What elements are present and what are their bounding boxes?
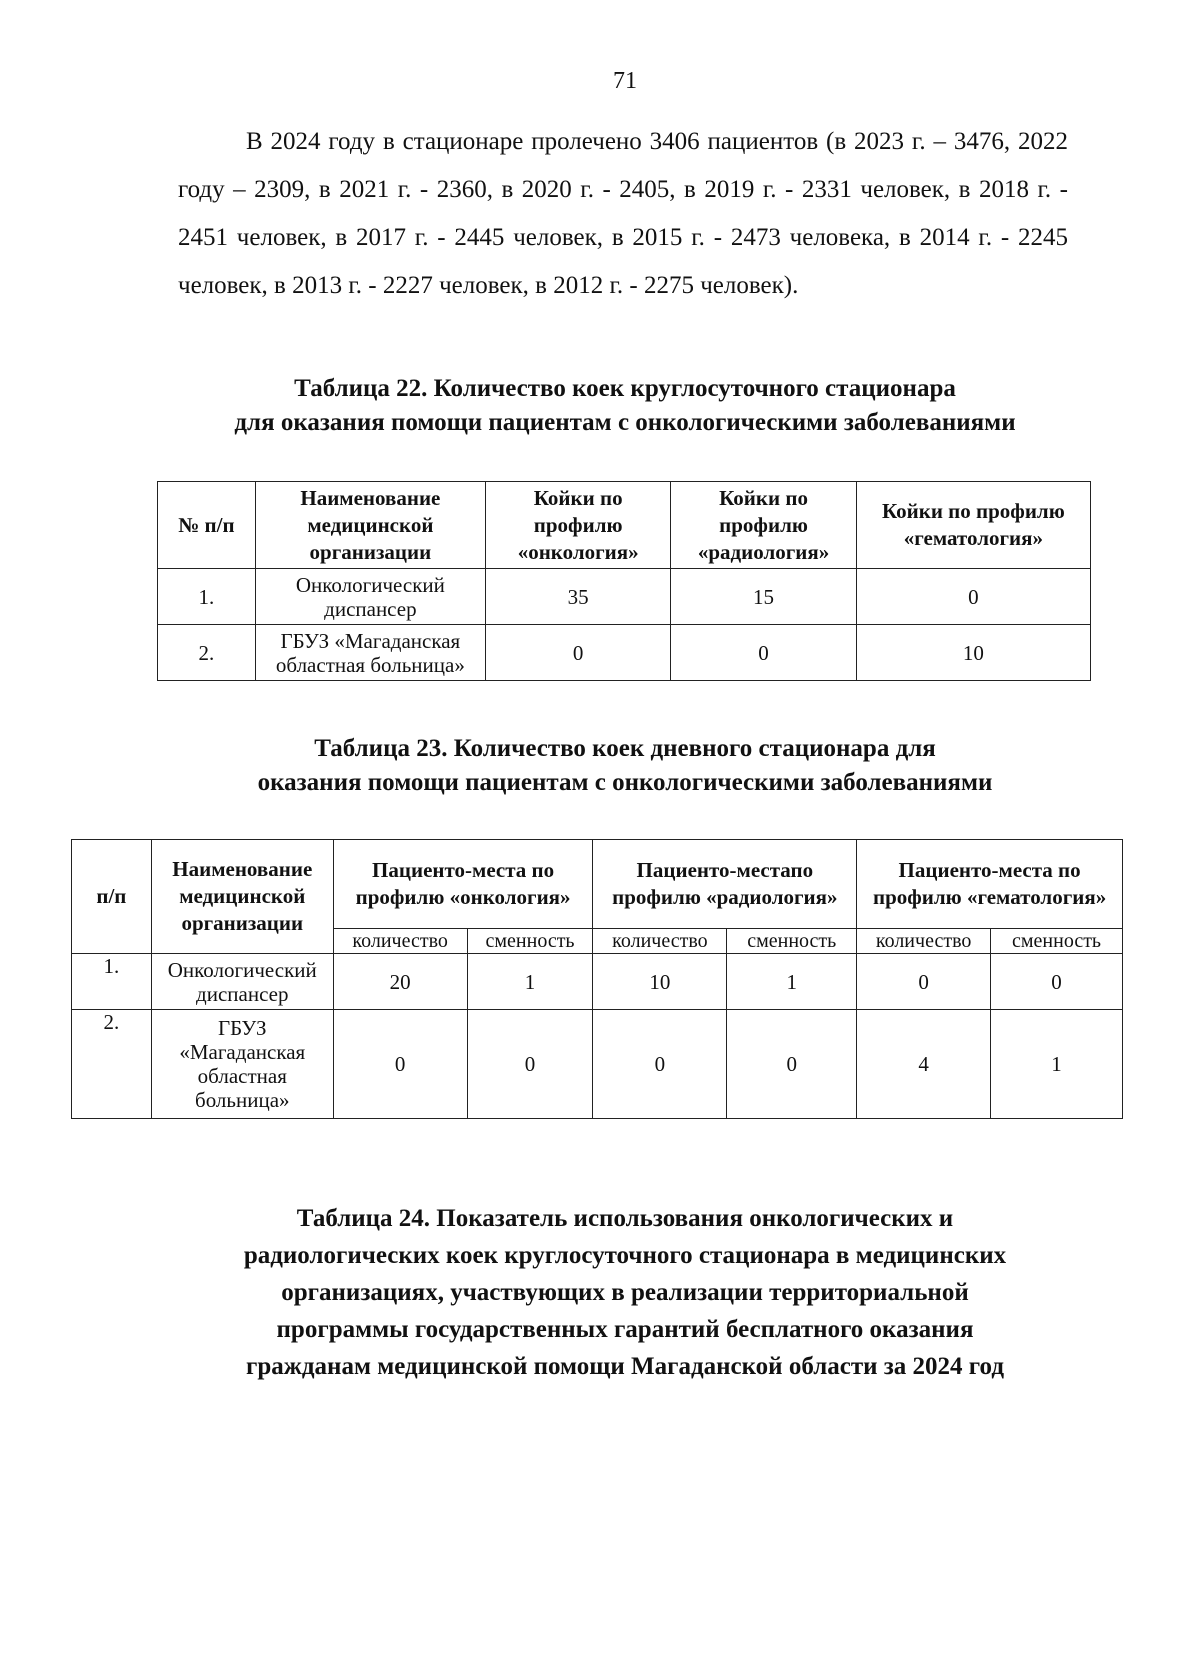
table-row bbox=[72, 1010, 1123, 1119]
radiology-shift-header: сменность bbox=[727, 929, 857, 954]
table22 bbox=[157, 481, 1091, 681]
hematology-shift: 1 bbox=[991, 1010, 1123, 1119]
radiology-beds: 15 bbox=[671, 569, 856, 625]
table-row bbox=[72, 954, 1123, 1010]
page-number: 71 bbox=[613, 68, 637, 94]
table24-title-line5: гражданам медицинской помощи Магаданской области за 2024 год bbox=[246, 1353, 1004, 1380]
intro-paragraph: В 2024 году в стационаре пролечено 3406 пациентов (в 2023 г. – 3476, 2022 году – 2309, в 2021 г. - 2360, в 2020 г. - 2405, в 2019 г. - 2331 человек, в 2018 г. - 2451 человек, в 2017 г. - 2445 человек, в 2015 г. - 2473 человека, в 2014 г. - 2245 человек, в 2013 г. - 2227 человек, в 2012 г. - 2275 человек). bbox=[178, 128, 1068, 299]
table23-header-oncology: Пациенто-места по профилю «онкология» bbox=[333, 840, 593, 929]
table22-header-num: № п/п bbox=[158, 482, 256, 569]
hematology-beds: 10 bbox=[856, 625, 1090, 681]
oncology-shift-header: сменность bbox=[467, 929, 593, 954]
table23-header-hematology: Пациенто-места по профилю «гематология» bbox=[857, 840, 1123, 929]
table24-title-line4: программы государственных гарантий бесплатного оказания bbox=[276, 1316, 974, 1343]
table23-header-org: Наименование медицинской организации bbox=[151, 840, 333, 954]
oncology-beds: 35 bbox=[485, 569, 670, 625]
table24-title-line3: организациях, участвующих в реализации территориальной bbox=[281, 1279, 969, 1306]
table23 bbox=[71, 839, 1123, 1119]
table23-header-num: п/п bbox=[72, 840, 152, 954]
organization-name: ГБУЗ «Магаданская областная больница» bbox=[151, 1010, 333, 1119]
table24-title bbox=[120, 1200, 1130, 1385]
table24-title-line2: радиологических коек круглосуточного стационара в медицинских bbox=[243, 1242, 1007, 1269]
hematology-count: 4 bbox=[857, 1010, 991, 1119]
oncology-count: 0 bbox=[333, 1010, 467, 1119]
hematology-count: 0 bbox=[857, 954, 991, 1010]
radiology-beds: 0 bbox=[671, 625, 856, 681]
table22-header-org: Наименование медицинской организации bbox=[255, 482, 485, 569]
table23-header-row bbox=[72, 840, 1123, 929]
oncology-count-header: количество bbox=[333, 929, 467, 954]
row-number: 2. bbox=[158, 625, 256, 681]
oncology-beds: 0 bbox=[485, 625, 670, 681]
oncology-shift: 0 bbox=[467, 1010, 593, 1119]
oncology-count: 20 bbox=[333, 954, 467, 1010]
row-number: 1. bbox=[158, 569, 256, 625]
organization-name: ГБУЗ «Магаданская областная больница» bbox=[255, 625, 485, 681]
table22-title-line2: для оказания помощи пациентам с онкологическими заболеваниями bbox=[234, 409, 1016, 436]
row-number: 2. bbox=[72, 1010, 152, 1119]
hematology-shift: 0 bbox=[991, 954, 1123, 1010]
table22-header-row bbox=[158, 482, 1091, 569]
radiology-shift: 0 bbox=[727, 1010, 857, 1119]
hematology-shift-header: сменность bbox=[991, 929, 1123, 954]
hematology-beds: 0 bbox=[856, 569, 1090, 625]
oncology-shift: 1 bbox=[467, 954, 593, 1010]
radiology-count: 10 bbox=[593, 954, 727, 1010]
organization-name: Онкологический диспансер bbox=[255, 569, 485, 625]
table23-title bbox=[120, 732, 1130, 800]
table23-title-line1: Таблица 23. Количество коек дневного стационара для bbox=[314, 735, 936, 762]
table22-title bbox=[120, 372, 1130, 440]
table22-header-oncology: Койки по профилю «онкология» bbox=[485, 482, 670, 569]
row-number: 1. bbox=[72, 954, 152, 1010]
table-row bbox=[158, 569, 1091, 625]
table23-title-line2: оказания помощи пациентам с онкологическими заболеваниями bbox=[257, 769, 993, 796]
table22-header-hematology: Койки по профилю «гематология» bbox=[856, 482, 1090, 569]
hematology-count-header: количество bbox=[857, 929, 991, 954]
table-row bbox=[158, 625, 1091, 681]
radiology-count-header: количество bbox=[593, 929, 727, 954]
radiology-count: 0 bbox=[593, 1010, 727, 1119]
organization-name: Онкологический диспансер bbox=[151, 954, 333, 1010]
table23-header-radiology: Пациенто-местапо профилю «радиология» bbox=[593, 840, 857, 929]
table22-title-line1: Таблица 22. Количество коек круглосуточного стационара bbox=[294, 375, 956, 402]
table24-title-line1: Таблица 24. Показатель использования онкологических и bbox=[296, 1205, 954, 1232]
radiology-shift: 1 bbox=[727, 954, 857, 1010]
table22-header-radiology: Койки по профилю «радиология» bbox=[671, 482, 856, 569]
